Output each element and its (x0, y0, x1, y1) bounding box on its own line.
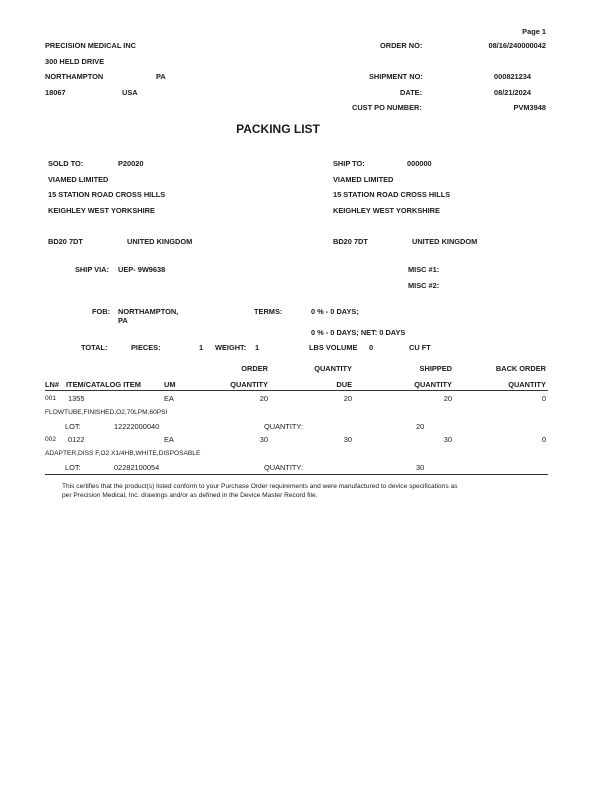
ship-to-label: SHIP TO: (333, 159, 365, 168)
terms-label: TERMS: (254, 307, 283, 316)
header-back-order-top: BACK ORDER (495, 364, 546, 373)
weight-value: 1 (255, 343, 260, 352)
row-2-item: 0122 (68, 435, 85, 444)
row-2-lot-qty-label: QUANTITY: (264, 463, 304, 472)
row-2-due: 30 (343, 435, 352, 444)
row-2-description: ADAPTER,DISS F,O2 X1/4HB,WHITE,DISPOSABLE (45, 450, 201, 457)
document-title: PACKING LIST (236, 122, 320, 136)
ship-via-label: SHIP VIA: (75, 265, 109, 274)
header-shipped-qty: QUANTITY (414, 380, 452, 389)
certification-line2: per Precision Medical, Inc. drawings and/or as defined in the Device Master Record file. (62, 492, 318, 499)
row-1-lot-qty-label: QUANTITY: (264, 422, 304, 431)
date-value: 08/21/2024 (494, 88, 531, 97)
ship-to-address: 15 STATION ROAD CROSS HILLS (333, 190, 451, 199)
ship-to-country: UNITED KINGDOM (412, 237, 478, 246)
ship-to-name: VIAMED LIMITED (333, 175, 394, 184)
terms-line1: 0 % - 0 DAYS; (311, 307, 359, 316)
sold-to-country: UNITED KINGDOM (127, 237, 193, 246)
certification-line1: This certifies that the product(s) listed conform to your Purchase Order requirements and were manufactured to device specifications as (62, 483, 458, 490)
page-number: Page 1 (522, 27, 546, 36)
fob-line2: PA (118, 316, 128, 325)
total-label: TOTAL: (81, 343, 108, 352)
header-ln: LN# (45, 380, 59, 389)
header-order-top: ORDER (241, 364, 268, 373)
sold-to-city: KEIGHLEY WEST YORKSHIRE (48, 206, 155, 215)
weight-label: WEIGHT: (215, 343, 247, 352)
cust-po-label: CUST PO NUMBER: (352, 103, 422, 112)
header-due: DUE (336, 380, 352, 389)
row-2-ln: 002 (45, 436, 57, 443)
header-back-order-qty: QUANTITY (508, 380, 546, 389)
header-order-qty: QUANTITY (230, 380, 268, 389)
ship-to-code: 000000 (407, 159, 432, 168)
pieces-value: 1 (199, 343, 204, 352)
header-shipped-top: SHIPPED (419, 364, 452, 373)
row-1-item: 1355 (68, 394, 85, 403)
header-rule (45, 390, 548, 391)
cu-ft-label: CU FT (409, 343, 431, 352)
misc2-label: MISC #2: (408, 281, 440, 290)
cust-po-value: PVM3948 (513, 103, 546, 112)
row-2-back-order: 0 (541, 435, 546, 444)
row-2-lot-label: LOT: (65, 463, 81, 472)
row-2-um: EA (164, 435, 174, 444)
order-no-value: 08/16/240000042 (488, 41, 546, 50)
lbs-volume-label: LBS VOLUME (309, 343, 358, 352)
company-name: PRECISION MEDICAL INC (45, 41, 137, 50)
order-no-label: ORDER NO: (380, 41, 423, 50)
misc1-label: MISC #1: (408, 265, 440, 274)
company-city: NORTHAMPTON (45, 72, 104, 81)
header-item: ITEM/CATALOG ITEM (66, 380, 141, 389)
sold-to-code: P20020 (118, 159, 144, 168)
row-1-due: 20 (343, 394, 352, 403)
row-2-lot-qty-value: 30 (416, 463, 425, 472)
header-quantity-top: QUANTITY (314, 364, 352, 373)
table-bottom-rule (45, 474, 548, 475)
fob-line1: NORTHAMPTON, (118, 307, 179, 316)
row-1-lot-label: LOT: (65, 422, 81, 431)
company-country: USA (122, 88, 138, 97)
sold-to-address: 15 STATION ROAD CROSS HILLS (48, 190, 166, 199)
terms-line2: 0 % - 0 DAYS; NET: 0 DAYS (311, 328, 406, 337)
date-label: DATE: (400, 88, 423, 97)
volume-value: 0 (369, 343, 374, 352)
company-zip: 18067 (45, 88, 66, 97)
row-2-shipped: 30 (443, 435, 452, 444)
fob-label: FOB: (92, 307, 111, 316)
company-state: PA (156, 72, 166, 81)
row-1-back-order: 0 (541, 394, 546, 403)
header-um: UM (164, 380, 176, 389)
sold-to-postcode: BD20 7DT (48, 237, 83, 246)
row-1-shipped: 20 (443, 394, 452, 403)
row-1-order-qty: 20 (259, 394, 268, 403)
sold-to-label: SOLD TO: (48, 159, 84, 168)
shipment-no-label: SHIPMENT NO: (369, 72, 423, 81)
company-address: 300 HELD DRIVE (45, 57, 105, 66)
row-1-ln: 001 (45, 395, 57, 402)
pieces-label: PIECES: (131, 343, 161, 352)
row-1-lot-qty-value: 20 (416, 422, 425, 431)
ship-to-postcode: BD20 7DT (333, 237, 368, 246)
row-1-description: FLOWTUBE,FINISHED,O2,70LPM,60PSI (45, 409, 168, 416)
sold-to-name: VIAMED LIMITED (48, 175, 109, 184)
ship-via-value: UEP- 9W9638 (118, 265, 166, 274)
row-2-order-qty: 30 (259, 435, 268, 444)
shipment-no-value: 000821234 (494, 72, 531, 81)
row-2-lot-value: 02282100054 (114, 463, 160, 472)
row-1-um: EA (164, 394, 174, 403)
ship-to-city: KEIGHLEY WEST YORKSHIRE (333, 206, 440, 215)
row-1-lot-value: 12222000040 (114, 422, 160, 431)
